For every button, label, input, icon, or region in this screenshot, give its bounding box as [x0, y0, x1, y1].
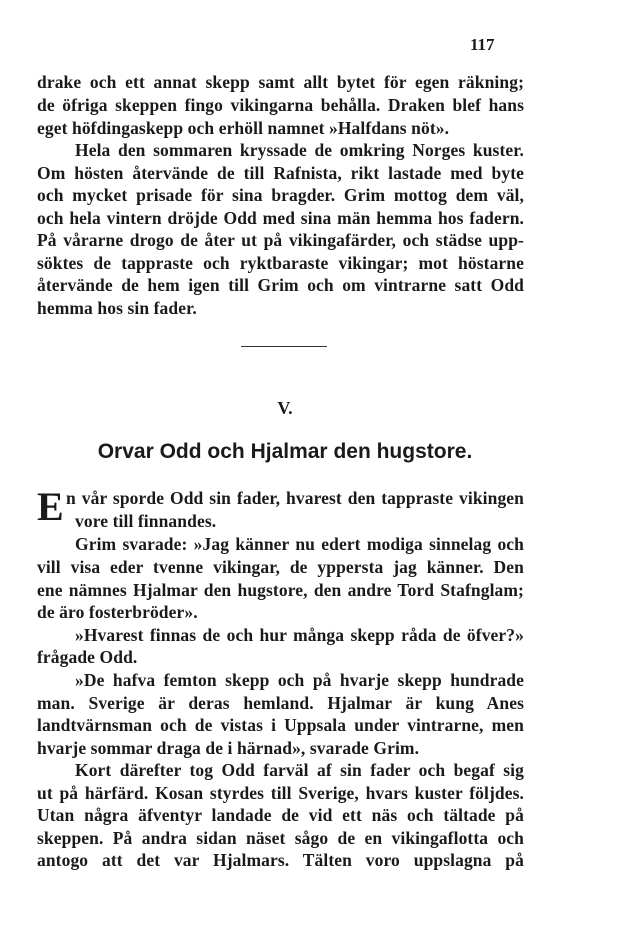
chapter-number: V. — [277, 398, 293, 418]
text-line: de öfriga skeppen fingo vikingarna behålla. Draken blef hans — [37, 95, 524, 115]
text-line: och mycket prisade för sina bragder. Grim mottog dem väl, — [37, 185, 524, 205]
text-line: hemma hos sin fader. — [37, 298, 197, 318]
text-line: söktes de tappraste och ryktbaraste vikingar; mot höstarne — [37, 253, 524, 273]
text-line: vore till finnandes. — [75, 511, 217, 531]
text-line: Hela den sommaren kryssade de omkring Norges kuster. — [75, 140, 524, 160]
text-line: drake och ett annat skepp samt allt bytet för egen räkning; — [37, 72, 524, 92]
text-line: hvarje sommar draga de i härnad», svarade Grim. — [37, 738, 420, 758]
chapter-title: Orvar Odd och Hjalmar den hugstore. — [97, 440, 473, 463]
text-line: »De hafva femton skepp och på hvarje skepp hundrade — [75, 670, 524, 690]
text-line: Utan några äfventyr landade de vid ett näs och tältade på — [37, 805, 524, 825]
text-line: man. Sverige är deras hemland. Hjalmar är kung Anes — [37, 693, 524, 713]
page-number: 117 — [470, 35, 495, 54]
text-line: frågade Odd. — [37, 647, 138, 667]
drop-cap: E — [37, 484, 64, 529]
text-line: n vår sporde Odd sin fader, hvarest den tappraste vikingen — [66, 488, 524, 508]
text-line: »Hvarest finnas de och hur många skepp råda de öfver?» — [75, 625, 524, 645]
text-line: Kort därefter tog Odd farväl af sin fader och begaf sig — [75, 760, 524, 780]
text-line: landtvärnsman och de vistas i Uppsala under vintrarne, men — [37, 715, 524, 735]
text-line: och hela vintern dröjde Odd med sina män hemma hos fadern. — [37, 208, 524, 228]
text-line: Grim svarade: »Jag känner nu edert modiga sinnelag och — [75, 534, 524, 554]
text-line: På vårarne drogo de åter ut på vikingafärder, och städse upp- — [37, 230, 524, 250]
text-line: vill visa eder tvenne vikingar, de yppersta jag känner. Den — [37, 557, 524, 577]
text-line: skeppen. På andra sidan näset sågo de en vikingaflotta och — [37, 828, 524, 848]
text-line: återvände de hem igen till Grim och om vintrarne satt Odd — [37, 275, 524, 295]
text-line: ut på härfärd. Kosan styrdes till Sverige, hvars kuster följdes. — [37, 783, 524, 803]
text-line: ene nämnes Hjalmar den hugstore, den andre Tord Stafnglam; — [37, 580, 524, 600]
text-line: eget höfdingaskepp och erhöll namnet »Halfdans nöt». — [37, 118, 450, 138]
text-line: de äro fosterbröder». — [37, 602, 198, 622]
text-line: antogo att det var Hjalmars. Tälten voro uppslagna på — [37, 850, 524, 870]
section-divider — [241, 346, 327, 347]
text-line: Om hösten återvände de till Rafnista, rikt lastade med byte — [37, 163, 524, 183]
